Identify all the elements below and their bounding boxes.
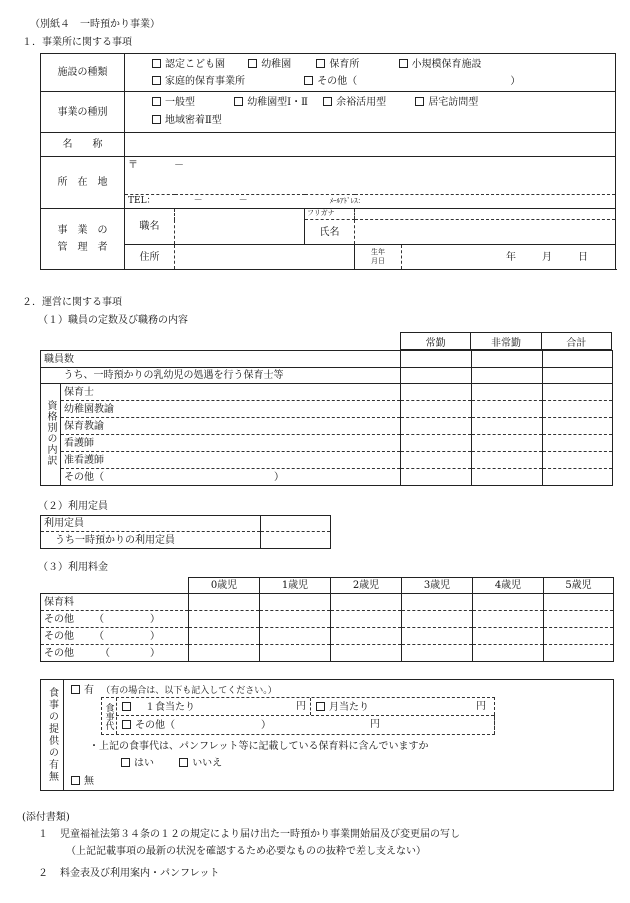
address-label: 所 在 地 xyxy=(41,157,125,209)
other-label: その他 xyxy=(44,630,74,642)
fee-other-label xyxy=(41,628,189,645)
checkbox[interactable] xyxy=(248,59,257,68)
col-age4: 4歳児 xyxy=(473,578,544,594)
meal-answer-row xyxy=(121,758,222,769)
staff-cell[interactable] xyxy=(472,452,543,469)
meal-cost-label: 食事代 xyxy=(103,702,114,730)
contact-row[interactable] xyxy=(125,195,616,209)
birthdate-cell xyxy=(355,245,616,270)
role-label: 職名 xyxy=(125,209,175,245)
staff-cell[interactable] xyxy=(401,435,472,452)
staff-cell[interactable] xyxy=(543,469,613,486)
attachments-heading: (添付書類) xyxy=(22,812,70,823)
staff-total-label: 職員数 xyxy=(41,351,401,368)
staff-cell[interactable] xyxy=(401,418,472,435)
checkbox[interactable] xyxy=(152,97,161,106)
staff-cell[interactable] xyxy=(472,384,543,401)
fees-table xyxy=(40,577,614,662)
fee-cell[interactable] xyxy=(544,645,614,662)
option-label: 居宅訪問型 xyxy=(428,97,479,108)
staff-cell[interactable] xyxy=(472,401,543,418)
staff-cell[interactable] xyxy=(543,418,613,435)
fee-cell[interactable] xyxy=(260,645,331,662)
birth-label-line: 月日 xyxy=(371,257,385,265)
staff-cell[interactable] xyxy=(543,401,613,418)
divider xyxy=(310,698,311,715)
meal-cost-row xyxy=(116,698,494,716)
staff-cell[interactable] xyxy=(543,384,613,401)
option-label: 幼稚園 xyxy=(261,58,292,70)
no-label: 無 xyxy=(84,776,94,787)
paren: ） xyxy=(150,647,160,659)
other-cost-option xyxy=(122,720,271,731)
staff-cell[interactable] xyxy=(543,452,613,469)
staff-cell[interactable] xyxy=(472,435,543,452)
manager-name-field[interactable] xyxy=(355,220,616,245)
staff-cell[interactable] xyxy=(472,418,543,435)
option-label: 認定こども園 xyxy=(165,58,225,70)
checkbox[interactable] xyxy=(152,76,161,85)
paren: （ xyxy=(94,630,104,642)
staff-cell[interactable] xyxy=(543,368,613,384)
fee-cell[interactable] xyxy=(544,594,614,611)
other-cost-label: その他（ xyxy=(135,720,175,731)
indent-cell xyxy=(41,368,61,384)
per-month-label: 月当たり xyxy=(329,702,369,713)
tel-dash: － xyxy=(238,195,248,206)
checkbox[interactable] xyxy=(122,702,131,711)
item-text: 児童福祉法第３４条の１２の規定により届け出た一時預かり事業開始届及び変更届の写し xyxy=(60,829,460,840)
option-label: ） xyxy=(510,75,521,87)
yen-label: 円 xyxy=(476,701,486,712)
staff-cell[interactable] xyxy=(401,469,472,486)
document-header: （別紙４ 一時預かり事業） xyxy=(30,19,160,30)
staff-cell[interactable] xyxy=(472,351,543,368)
yen-label: 円 xyxy=(296,701,306,712)
staff-cell[interactable] xyxy=(401,384,472,401)
paren: ） xyxy=(150,630,160,642)
year-unit: 年 xyxy=(506,251,516,263)
month-unit: 月 xyxy=(542,251,552,263)
section2-heading: ２．運営に関する事項 xyxy=(22,297,122,308)
col-age0: 0歳児 xyxy=(189,578,260,594)
option-label: 家庭的保育事業所 xyxy=(165,75,245,87)
staff-cell[interactable] xyxy=(401,452,472,469)
qual-label: 保育教諭 xyxy=(61,418,401,435)
qual-label: 保育士 xyxy=(61,384,401,401)
checkbox-answer-yes[interactable] xyxy=(121,758,130,767)
fee-cell[interactable] xyxy=(260,628,331,645)
capacity-label: 利用定員 xyxy=(41,516,261,532)
col-age5: 5歳児 xyxy=(544,578,614,594)
paren: （ xyxy=(100,647,110,659)
checkbox-answer-no[interactable] xyxy=(179,758,188,767)
fee-cell[interactable] xyxy=(189,611,260,628)
meal-cost-label-cell xyxy=(102,698,117,734)
manager-name-label: 氏名 xyxy=(305,220,355,245)
paren: ） xyxy=(150,613,160,625)
staff-cell[interactable] xyxy=(472,469,543,486)
fee-cell[interactable] xyxy=(189,594,260,611)
option-label: 小規模保育施設 xyxy=(411,58,482,70)
fee-other-label xyxy=(41,611,189,628)
fee-cell[interactable] xyxy=(544,628,614,645)
email-label: ﾒｰﾙｱﾄﾞﾚｽ： xyxy=(329,196,365,205)
facility-type-options xyxy=(125,54,616,92)
other-cost-end xyxy=(387,715,495,734)
fees-heading: （３）利用料金 xyxy=(38,562,108,573)
per-meal-option xyxy=(122,702,195,713)
checkbox[interactable] xyxy=(152,115,161,124)
birthdate-label xyxy=(355,245,402,269)
manager-label-line: 管 理 者 xyxy=(57,242,108,253)
fee-cell[interactable] xyxy=(331,645,402,662)
fee-cell[interactable] xyxy=(544,611,614,628)
staff-cell[interactable] xyxy=(401,351,472,368)
meal-box xyxy=(40,679,614,791)
per-meal-label: １食当たり xyxy=(145,702,195,713)
qualification-label: 資格別の内訳 xyxy=(45,400,56,466)
checkbox[interactable] xyxy=(323,97,332,106)
checkbox[interactable] xyxy=(415,97,424,106)
fee-cell[interactable] xyxy=(473,628,544,645)
staff-cell[interactable] xyxy=(472,368,543,384)
postal-mark: 〒 xyxy=(128,160,138,171)
attachment-item-2 xyxy=(38,869,220,879)
staff-cell[interactable] xyxy=(401,368,472,384)
checkbox[interactable] xyxy=(316,59,325,68)
attachment-item-1 xyxy=(38,830,460,840)
business-type-options xyxy=(125,92,616,133)
fee-cell[interactable] xyxy=(260,611,331,628)
col-parttime: 非常勤 xyxy=(470,332,540,350)
other-close: ） xyxy=(274,471,284,483)
staff-table xyxy=(40,350,613,486)
staff-header-row xyxy=(400,332,612,350)
capacity-heading: （２）利用定員 xyxy=(38,501,108,512)
residence-field[interactable] xyxy=(175,245,355,270)
per-month-option xyxy=(316,702,369,713)
meal-question: ・上記の食事代は、パンフレット等に記載している保育料に含んでいますか xyxy=(89,741,429,752)
qualification-label-cell xyxy=(41,384,61,486)
meal-label: 食事の提供の有無 xyxy=(46,687,58,783)
temp-capacity-label: うち一時預かりの利用定員 xyxy=(41,532,261,549)
facility-info-table xyxy=(40,53,616,270)
fee-cell[interactable] xyxy=(473,594,544,611)
meal-cost-box xyxy=(101,697,495,735)
staff-cell[interactable] xyxy=(543,351,613,368)
checkbox-no[interactable] xyxy=(71,776,80,785)
qual-label: 准看護師 xyxy=(61,452,401,469)
fee-cell[interactable] xyxy=(402,611,473,628)
answer-yes-label: はい xyxy=(134,758,154,769)
col-fulltime: 常勤 xyxy=(400,332,470,350)
attachment-item-1-note: （上記記載事項の最新の状況を確認するため必要なものの抜粋で差し支えない） xyxy=(66,846,426,857)
nursery-staff-label: うち、一時預かりの乳幼児の処遇を行う保育士等 xyxy=(61,368,401,384)
fee-row-label: 保育料 xyxy=(41,594,189,611)
tel-dash: － xyxy=(193,195,203,206)
option-label: 幼稚園型Ⅰ・Ⅱ xyxy=(247,97,308,108)
checkbox[interactable] xyxy=(234,97,243,106)
yen-label: 円 xyxy=(370,719,380,730)
fees-corner xyxy=(41,578,189,594)
fee-cell[interactable] xyxy=(331,594,402,611)
qual-label: 幼稚園教諭 xyxy=(61,401,401,418)
paren: （ xyxy=(94,613,104,625)
tel-label: TEL： xyxy=(128,195,156,206)
checkbox[interactable] xyxy=(304,76,313,85)
option-label: 余裕活用型 xyxy=(336,97,387,108)
fee-cell[interactable] xyxy=(189,645,260,662)
yes-note: （有の場合は、以下も記入してください。） xyxy=(101,686,277,696)
item-number: ２ xyxy=(38,868,48,879)
name-label: 名 称 xyxy=(41,133,125,157)
name-field[interactable] xyxy=(125,133,616,157)
yes-label: 有 xyxy=(84,685,94,696)
item-text: 料金表及び利用案内・パンフレット xyxy=(60,868,220,879)
option-label: 一般型 xyxy=(165,97,195,108)
checkbox[interactable] xyxy=(152,59,161,68)
option-label: 保育所 xyxy=(329,58,360,70)
checkbox[interactable] xyxy=(316,702,325,711)
col-age3: 3歳児 xyxy=(402,578,473,594)
meal-yes-row xyxy=(71,685,277,696)
role-field[interactable] xyxy=(175,209,305,245)
meal-no-row xyxy=(71,776,94,787)
fee-cell[interactable] xyxy=(260,594,331,611)
residence-label: 住所 xyxy=(125,245,175,270)
birth-label-line: 生年 xyxy=(371,248,385,256)
other-label: その他 xyxy=(44,647,74,659)
fee-cell[interactable] xyxy=(331,628,402,645)
fee-cell[interactable] xyxy=(473,645,544,662)
checkbox[interactable] xyxy=(122,720,131,729)
staff-cell[interactable] xyxy=(543,435,613,452)
checkbox[interactable] xyxy=(399,59,408,68)
furigana-label: フリガナ xyxy=(305,209,355,220)
section1-heading: １．事業所に関する事項 xyxy=(22,37,132,48)
staff-cell[interactable] xyxy=(401,401,472,418)
other-label: その他 xyxy=(44,613,74,625)
checkbox-yes[interactable] xyxy=(71,685,80,694)
facility-type-label: 施設の種類 xyxy=(41,54,125,92)
manager-label xyxy=(41,209,125,270)
fee-cell[interactable] xyxy=(331,611,402,628)
temp-capacity-field[interactable] xyxy=(261,532,331,549)
answer-no-label: いいえ xyxy=(192,758,223,769)
col-age1: 1歳児 xyxy=(260,578,331,594)
day-unit: 日 xyxy=(578,251,588,263)
fee-cell[interactable] xyxy=(402,645,473,662)
staff-heading: （１）職員の定数及び職務の内容 xyxy=(38,315,188,326)
fee-other-label xyxy=(41,645,189,662)
other-cost-close: ） xyxy=(261,720,271,731)
qual-label: 看護師 xyxy=(61,435,401,452)
item-number: １ xyxy=(38,829,48,840)
furigana-field[interactable] xyxy=(355,209,616,220)
business-type-label: 事業の種別 xyxy=(41,92,125,133)
manager-label-line: 事 業 の xyxy=(57,225,108,236)
address-field[interactable] xyxy=(125,157,616,195)
col-total: 合計 xyxy=(541,332,612,350)
qual-other-label xyxy=(61,469,401,486)
option-label: その他（ xyxy=(317,75,358,87)
fee-cell[interactable] xyxy=(189,628,260,645)
fee-cell[interactable] xyxy=(473,611,544,628)
fee-cell[interactable] xyxy=(402,628,473,645)
meal-label-cell xyxy=(41,680,64,790)
capacity-table xyxy=(40,515,331,549)
capacity-field[interactable] xyxy=(261,516,331,532)
postal-dash: － xyxy=(174,160,184,171)
option-label: 地域密着Ⅱ型 xyxy=(165,115,222,126)
birthdate-field[interactable] xyxy=(402,245,615,269)
other-open: その他（ xyxy=(64,471,104,483)
fee-cell[interactable] xyxy=(402,594,473,611)
col-age2: 2歳児 xyxy=(331,578,402,594)
